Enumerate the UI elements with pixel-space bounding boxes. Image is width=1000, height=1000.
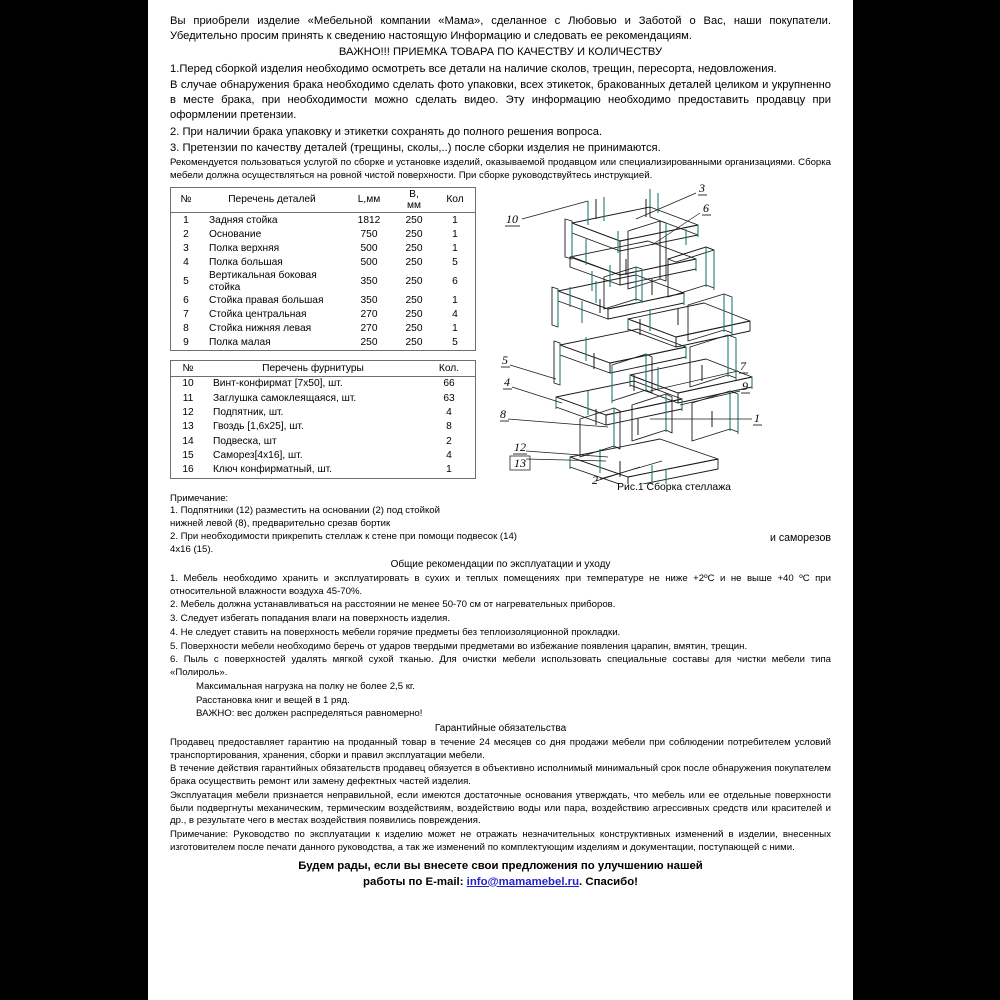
callout-labels bbox=[500, 181, 762, 484]
callout-12: 12 bbox=[514, 439, 526, 454]
parts-cell-l: 270 bbox=[360, 309, 378, 321]
hw-col-num: № bbox=[171, 361, 206, 376]
table-row bbox=[171, 228, 476, 242]
parts-cell-k: 1 bbox=[452, 228, 458, 240]
parts-cell-l: 500 bbox=[360, 243, 378, 255]
table-header-row bbox=[171, 187, 476, 213]
footer-email-prefix: работы по E-mail: bbox=[363, 875, 467, 888]
parts-col-name: Перечень деталей bbox=[201, 187, 345, 213]
table-header-row bbox=[171, 361, 476, 376]
parts-cell-name: Стойка правая большая bbox=[209, 294, 324, 306]
parts-cell-b: 250 bbox=[405, 309, 423, 321]
table-row bbox=[171, 420, 476, 434]
callout-10: 10 bbox=[506, 211, 518, 226]
table-row bbox=[171, 256, 476, 270]
hw-cell-num: 12 bbox=[182, 406, 194, 418]
parts-cell-name: Полка большая bbox=[209, 257, 283, 269]
parts-cell-b: 250 bbox=[405, 257, 423, 269]
callout-13: 13 bbox=[514, 455, 526, 470]
parts-cell-name: Основание bbox=[209, 228, 262, 240]
parts-cell-k: 1 bbox=[452, 214, 458, 226]
shelf-structure bbox=[552, 207, 752, 484]
parts-cell-l: 350 bbox=[360, 294, 378, 306]
assembly-recommendation: Рекомендуется пользоваться услугой по сборке и установке изделий, оказываемой продавцом или специализированными организациями. Сборка мебели должна осуществляться на ровной чистой поверхности. При сборке руководствуйтесь инструкцией. bbox=[170, 157, 831, 181]
hw-cell-name: Саморез[4х16], шт. bbox=[213, 450, 303, 462]
parts-cell-b: 250 bbox=[405, 214, 423, 226]
email-link[interactable]: info@mamamebel.ru bbox=[466, 875, 580, 888]
parts-cell-k: 5 bbox=[452, 337, 458, 349]
hw-cell-num: 11 bbox=[182, 392, 194, 404]
warranty-paragraph-4: Примечание: Руководство по эксплуатации к изделию может не отражать незначительных конструктивных изменений в изделии, внесенных изготовителем после печати данного руководства, а так же изменений по комплектующим изделиям и документации, поступающей с ними. bbox=[170, 829, 831, 853]
load-note-1: Максимальная нагрузка на полку не более 2,5 кг. bbox=[196, 680, 415, 692]
table-row bbox=[171, 270, 476, 293]
care-item-1: 1. Мебель необходимо хранить и эксплуатировать в сухих и теплых помещениях при температуре не ниже +2ºC и не выше +40 ºC при относительной влажности воздуха 45-70%. bbox=[170, 572, 831, 597]
note-1-line-2: нижней левой (8), предварительно срезав бортик bbox=[170, 518, 391, 530]
care-item-2: 2. Мебель должна устанавливаться на расстоянии не менее 50-70 см от нагревательных приборов. bbox=[170, 599, 616, 611]
callout-leader-lines bbox=[508, 193, 752, 481]
parts-cell-b: 250 bbox=[405, 323, 423, 335]
parts-cell-name: Стойка центральная bbox=[209, 309, 307, 321]
parts-cell-num: 3 bbox=[183, 243, 189, 255]
warranty-heading: Гарантийные обязательства bbox=[434, 723, 567, 735]
parts-cell-l: 350 bbox=[360, 276, 378, 288]
parts-cell-k: 5 bbox=[452, 257, 458, 269]
parts-cell-b: 250 bbox=[405, 337, 423, 349]
hw-cell-name: Ключ конфирматный, шт. bbox=[213, 464, 332, 476]
note-2-continuation: 4х16 (15). bbox=[170, 543, 214, 555]
tables-and-figure-section bbox=[170, 180, 831, 493]
hardware-table bbox=[170, 360, 476, 478]
table-row bbox=[171, 449, 476, 463]
hardware-table-body bbox=[171, 376, 476, 478]
hw-cell-k: 1 bbox=[446, 464, 452, 476]
parts-cell-k: 1 bbox=[452, 243, 458, 255]
table-row bbox=[171, 294, 476, 308]
hw-cell-name: Винт-конфирмат [7х50], шт. bbox=[213, 378, 343, 390]
note-2-text: 2. При необходимости прикрепить стеллаж к стене при помощи подвесок (14) bbox=[170, 530, 517, 542]
parts-col-width: В, мм bbox=[393, 187, 435, 213]
parts-cell-num: 2 bbox=[183, 228, 189, 240]
parts-cell-b: 250 bbox=[405, 228, 423, 240]
table-row bbox=[171, 406, 476, 420]
parts-col-length: L,мм bbox=[345, 187, 393, 213]
note-2-right-text: и саморезов bbox=[769, 531, 831, 544]
warranty-paragraph-2: В течение действия гарантийных обязательств продавец обязуется в объективно исполнимый минимальный срок после обнаружения покупателем брака осуществить ремонт или замену дефектных частей изделия. bbox=[170, 763, 831, 788]
parts-cell-name: Полка верхняя bbox=[209, 243, 280, 255]
parts-cell-k: 1 bbox=[452, 294, 458, 306]
hw-cell-k: 66 bbox=[443, 378, 455, 390]
care-item-5: 5. Поверхности мебели необходимо беречь от ударов твердыми предметами во избежание появления царапин, вмятин, трещин. bbox=[170, 640, 748, 652]
callout-4: 4 bbox=[504, 374, 510, 389]
table-row bbox=[171, 213, 476, 228]
figure-caption: Рис.1 Сборка стеллажа bbox=[617, 481, 731, 493]
parts-cell-num: 9 bbox=[183, 337, 189, 349]
load-note-2: Расстановка книг и вещей в 1 ряд. bbox=[196, 694, 350, 706]
callout-7: 7 bbox=[740, 358, 746, 373]
hw-cell-k: 63 bbox=[443, 392, 455, 404]
parts-table-header bbox=[171, 187, 476, 213]
callout-8: 8 bbox=[500, 406, 506, 421]
callout-3: 3 bbox=[699, 180, 705, 195]
parts-table bbox=[170, 187, 476, 352]
parts-cell-num: 5 bbox=[183, 276, 189, 288]
parts-cell-num: 7 bbox=[183, 309, 189, 321]
footer-line-1: Будем рады, если вы внесете свои предложения по улучшению нашей bbox=[298, 859, 703, 872]
load-note-3: ВАЖНО: вес должен распределяться равномерно! bbox=[196, 708, 423, 720]
parts-cell-l: 270 bbox=[360, 323, 378, 335]
notes-title: Примечание: bbox=[170, 492, 229, 504]
parts-cell-name: Вертикальная боковая стойка bbox=[209, 270, 317, 293]
parts-col-num: № bbox=[171, 187, 202, 213]
hw-cell-k: 4 bbox=[446, 406, 452, 418]
document-page bbox=[148, 0, 853, 1000]
table-row bbox=[171, 376, 476, 391]
hw-cell-num: 15 bbox=[182, 450, 194, 462]
table-row bbox=[171, 242, 476, 256]
hw-cell-num: 13 bbox=[182, 421, 194, 433]
care-item-3: 3. Следует избегать попадания влаги на поверхность изделия. bbox=[170, 613, 451, 625]
callout-9: 9 bbox=[742, 378, 748, 393]
parts-cell-l: 1812 bbox=[357, 214, 381, 226]
intro-paragraph: Вы приобрели изделие «Мебельной компании «Мама», сделанное с Любовью и Заботой о Вас, наши покупатели. Убедительно просим принять к сведению настоящую Информацию и следовать ее рекомендациям. bbox=[170, 15, 831, 43]
parts-cell-num: 1 bbox=[183, 214, 189, 226]
hw-cell-name: Заглушка самоклеящаяся, шт. bbox=[213, 392, 357, 404]
table-row bbox=[171, 434, 476, 448]
parts-cell-b: 250 bbox=[405, 243, 423, 255]
parts-cell-l: 250 bbox=[360, 337, 378, 349]
hw-cell-num: 16 bbox=[182, 464, 194, 476]
care-item-6: 6. Пыль с поверхностей удалять мягкой сухой тканью. Для очистки мебели использовать специальные составы для чистки мебели типа «Полироль». bbox=[170, 654, 831, 679]
note-1-line-1: 1. Подпятники (12) разместить на основании (2) под стойкой bbox=[170, 505, 440, 517]
callout-1: 1 bbox=[754, 410, 760, 425]
parts-cell-name: Полка малая bbox=[209, 337, 271, 349]
parts-cell-name: Задняя стойка bbox=[209, 214, 278, 226]
hw-cell-num: 10 bbox=[182, 378, 194, 390]
care-heading: Общие рекомендации по эксплуатации и уходу bbox=[390, 559, 611, 571]
hw-cell-num: 14 bbox=[182, 435, 194, 447]
footer-email-suffix: . Спасибо! bbox=[579, 875, 638, 888]
parts-cell-b: 250 bbox=[405, 294, 423, 306]
hw-cell-name: Подвеска, шт bbox=[213, 435, 277, 447]
parts-cell-l: 750 bbox=[360, 228, 378, 240]
hw-cell-k: 8 bbox=[446, 421, 452, 433]
footer-line-2 bbox=[170, 874, 831, 890]
acceptance-item-3: 2. При наличии брака упаковку и этикетки сохранять до полного решения вопроса. bbox=[170, 125, 603, 138]
care-item-4: 4. Не следует ставить на поверхность мебели горячие предметы без теплоизоляционной прокладки. bbox=[170, 626, 621, 638]
parts-cell-k: 4 bbox=[452, 309, 458, 321]
footer-section bbox=[170, 858, 831, 890]
warranty-paragraph-3: Эксплуатация мебели признается неправильной, если имеются достаточные основания утверждать, что мебель или ее отдельные поверхности были подвергнуты механическим, термическим воздействиям, воздействию воды или пара, воздействию агрессивных средств или красителей и др., в результате чего в местах воздействия появились повреждения. bbox=[170, 789, 831, 827]
hw-cell-name: Подпятник, шт. bbox=[213, 406, 284, 418]
acceptance-item-1: 1.Перед сборкой изделия необходимо осмотреть все детали на наличие сколов, трещин, пересорта, недовложения. bbox=[170, 62, 777, 75]
parts-col-qty: Кол bbox=[435, 187, 476, 213]
warranty-paragraph-1: Продавец предоставляет гарантию на проданный товар в течение 24 месяцев со дня продажи мебели при соблюдении потребителем условий транспортирования, хранения, сборки и правил эксплуатации мебели. bbox=[170, 736, 831, 761]
table-row bbox=[171, 463, 476, 478]
hardware-table-header bbox=[171, 361, 476, 376]
assembly-figure bbox=[500, 179, 830, 493]
hw-cell-k: 2 bbox=[446, 435, 452, 447]
note-2 bbox=[170, 531, 831, 544]
parts-cell-l: 500 bbox=[360, 257, 378, 269]
parts-table-body bbox=[171, 213, 476, 351]
hw-cell-k: 4 bbox=[446, 450, 452, 462]
callout-5: 5 bbox=[502, 352, 508, 367]
hw-cell-name: Гвоздь [1,6х25], шт. bbox=[213, 421, 304, 433]
table-row bbox=[171, 391, 476, 405]
parts-cell-num: 6 bbox=[183, 294, 189, 306]
parts-cell-name: Стойка нижняя левая bbox=[209, 323, 312, 335]
assembly-diagram-svg bbox=[500, 179, 830, 484]
parts-cell-b: 250 bbox=[405, 276, 423, 288]
important-heading: ВАЖНО!!! ПРИЕМКА ТОВАРА ПО КАЧЕСТВУ И КОЛИЧЕСТВУ bbox=[338, 46, 663, 59]
acceptance-item-4: 3. Претензии по качеству деталей (трещины, сколы,..) после сборки изделия не принимаются. bbox=[170, 141, 661, 154]
table-row bbox=[171, 308, 476, 322]
hw-col-qty: Кол. bbox=[423, 361, 476, 376]
hw-col-name: Перечень фурнитуры bbox=[205, 361, 423, 376]
parts-cell-k: 6 bbox=[452, 276, 458, 288]
acceptance-item-2: В случае обнаружения брака необходимо сделать фото упаковки, всех этикеток, бракованных деталей целиком и укрупненно в месте брака, при необходимости можно сделать видео. Эту информацию необходимо предоставить продавцу при оформлении претензии. bbox=[170, 78, 831, 122]
callout-2: 2 bbox=[592, 472, 598, 484]
callout-6: 6 bbox=[703, 200, 709, 215]
parts-cell-num: 8 bbox=[183, 323, 189, 335]
parts-cell-k: 1 bbox=[452, 323, 458, 335]
table-row bbox=[171, 322, 476, 336]
notes-section bbox=[170, 493, 831, 557]
table-row bbox=[171, 336, 476, 351]
parts-cell-num: 4 bbox=[183, 257, 189, 269]
